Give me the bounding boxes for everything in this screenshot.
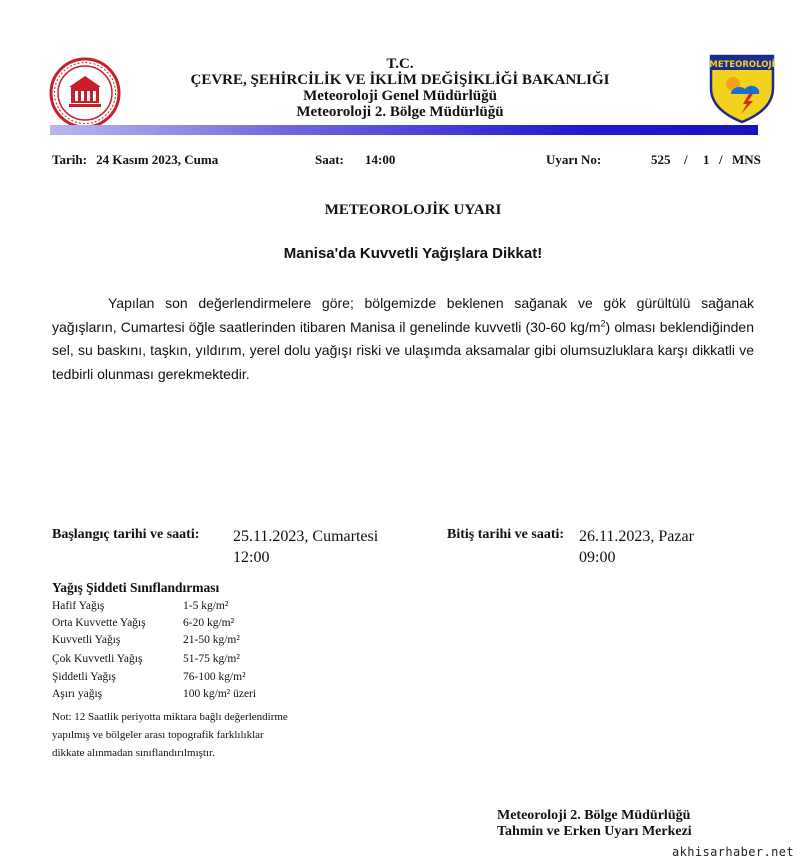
warning-number: 525 [651,152,671,167]
signature-directorate: Meteoroloji 2. Bölge Müdürlüğü [497,808,691,823]
body-text-part1: Yapılan son değerlendirmelere göre; bölgemizde beklenen sağanak ve gök gürültülü sağanak yağışların, Cumartesi öğle saatlerinden itibaren Manisa il genelinde kuvvetli (30-60 kg/m [52,295,754,335]
document-title: METEOROLOJİK UYARI [324,202,502,218]
source-watermark: akhisarhaber.net [666,843,800,861]
warning-no-label: Uyarı No: [546,152,602,167]
start-time: 12:00 [233,549,270,566]
class-name: Hafif Yağış [52,600,105,612]
warning-region-code: MNS [732,152,761,167]
warning-separator: / [719,152,723,167]
class-value: 100 kg/m² üzeri [183,688,257,700]
meteoroloji-logo [709,54,775,124]
note-line: dikkate alınmadan sınıflandırılmıştır. [52,747,215,759]
signature-center: Tahmin ve Erken Uyarı Merkezi [497,824,692,839]
warning-headline: Manisa'da Kuvvetli Yağışlara Dikkat! [283,245,543,262]
note-line: yapılmış ve bölgeler arası topografik farklılıklar [52,729,264,741]
header-general-directorate: Meteoroloji Genel Müdürlüğü [303,88,497,104]
time-field [315,152,344,168]
note-line: Not: 12 Saatlik periyotta miktara bağlı değerlendirme [52,711,288,723]
class-value: 51-75 kg/m² [183,653,240,665]
header-ministry: ÇEVRE, ŞEHİRCİLİK VE İKLİM DEĞİŞİKLİĞİ BAKANLIĞI [190,72,610,88]
end-time: 09:00 [579,549,616,566]
warning-body-paragraph [52,292,754,386]
class-value: 76-100 kg/m² [183,671,246,683]
header-regional-directorate: Meteoroloji 2. Bölge Müdürlüğü [296,104,504,120]
start-date: 25.11.2023, Cumartesi [233,528,379,545]
class-value: 21-50 kg/m² [183,634,240,646]
class-name: Kuvvetli Yağış [52,634,121,646]
date-label: Tarih: [52,152,87,167]
class-value: 6-20 kg/m² [183,617,235,629]
classification-row [52,653,240,666]
class-name: Orta Kuvvette Yağış [52,617,146,629]
body-text-part2: ) olması beklendiğinden sel, su baskını, taşkın, yıldırım, yerel dolu yağışı riski ve ulaşımda aksamalar gibi olumsuzluklara karşı dikkatli ve tedbirli olunması gerekmektedir. [52,318,754,382]
time-value: 14:00 [365,152,396,167]
classification-title: Yağış Şiddeti Sınıflandırması [52,580,220,595]
classification-row [52,688,257,701]
class-value: 1-5 kg/m² [183,600,229,612]
end-label: Bitiş tarihi ve saati: [447,527,565,542]
start-label: Başlangıç tarihi ve saati: [52,527,200,542]
classification-row [52,600,229,613]
warning-level: 1 [703,152,710,167]
date-value: 24 Kasım 2023, Cuma [96,152,219,167]
classification-row [52,634,240,647]
header-tc: T.C. [386,56,414,72]
time-label: Saat: [315,152,344,167]
classification-note [52,708,352,762]
end-date: 26.11.2023, Pazar [579,528,694,545]
header-divider-band [50,125,758,135]
classification-row [52,617,235,630]
date-field [52,152,218,168]
warning-separator: / [684,152,688,167]
body-superscript: 2 [600,317,606,328]
class-name: Şiddetli Yağış [52,671,116,683]
class-name: Aşırı yağış [52,688,103,700]
class-name: Çok Kuvvetli Yağış [52,653,143,665]
svg-text:METEOROLOJİ: METEOROLOJİ [709,60,775,70]
classification-row [52,671,246,684]
